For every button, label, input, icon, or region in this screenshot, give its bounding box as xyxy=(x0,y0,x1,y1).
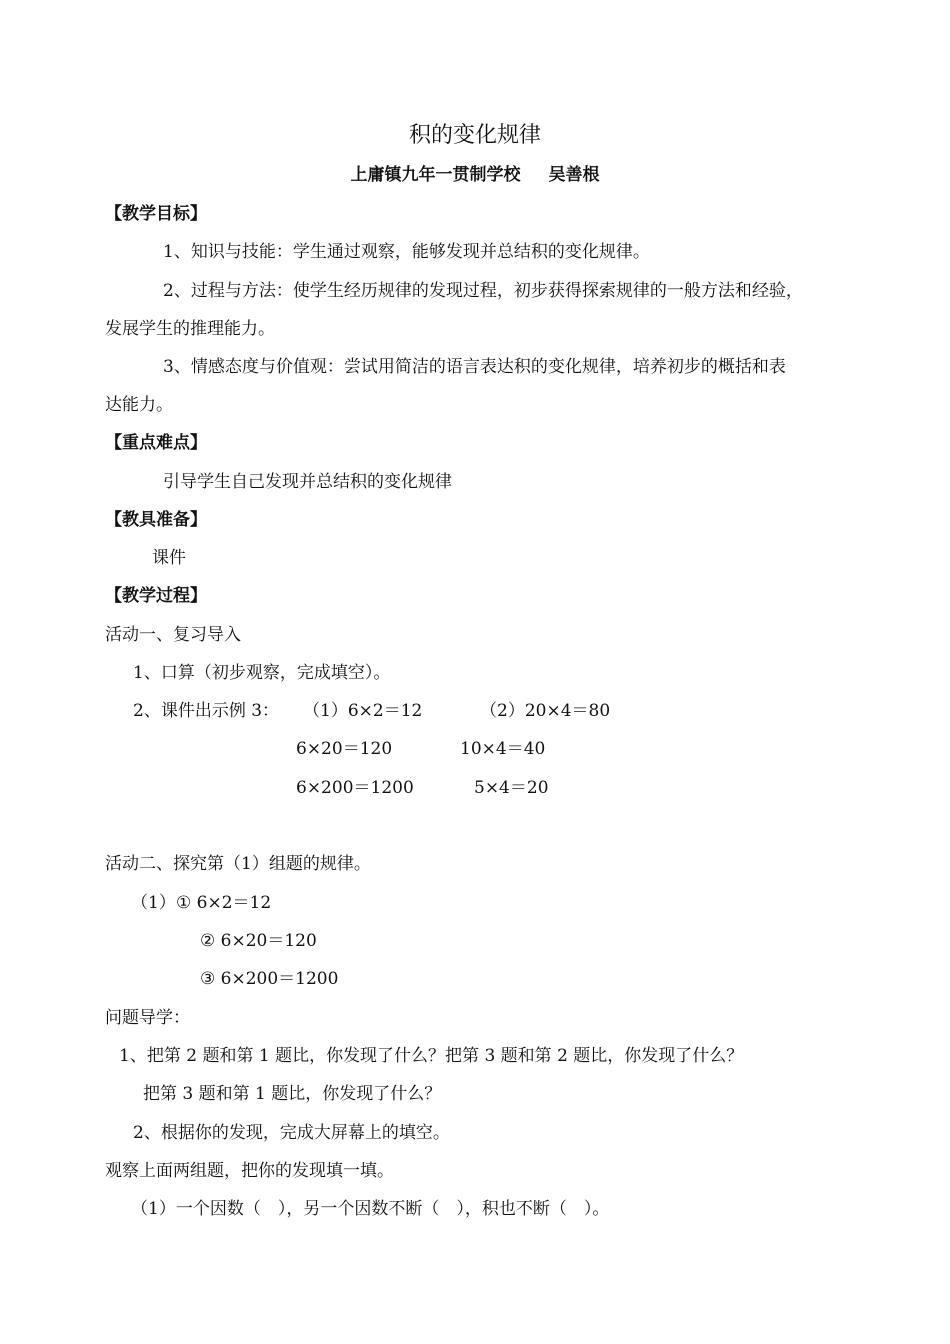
activity2-equation-2: ② 6×20＝120 xyxy=(200,931,317,951)
process-heading: 【教学过程】 xyxy=(105,586,207,606)
author-name: 吴善根 xyxy=(548,165,600,185)
group2-equation-2: 10×4＝40 xyxy=(460,739,546,759)
activity1-step2: 2、课件出示例 3： xyxy=(133,701,280,721)
activity2-equation-3: ③ 6×200＝1200 xyxy=(200,969,339,989)
key-points-text: 引导学生自己发现并总结积的变化规律 xyxy=(163,472,452,492)
group2-equation-1: （2）20×4＝80 xyxy=(480,701,611,721)
objective-3-line1: 3、情感态度与价值观：尝试用简洁的语言表达积的变化规律，培养初步的概括和表 xyxy=(163,357,786,377)
objectives-heading: 【教学目标】 xyxy=(105,204,207,224)
group1-equation-1: （1）6×2＝12 xyxy=(303,701,423,721)
group2-equation-3: 5×4＝20 xyxy=(474,778,549,798)
activity1-step1: 1、口算（初步观察，完成填空）。 xyxy=(133,663,391,683)
activity2-equation-1: ① 6×2＝12 xyxy=(176,893,272,913)
objective-3-line2: 达能力。 xyxy=(105,395,173,415)
key-points-heading: 【重点难点】 xyxy=(105,433,207,453)
author-line xyxy=(0,164,950,186)
page-title: 积的变化规律 xyxy=(408,123,541,148)
objective-2-line1: 2、过程与方法：使学生经历规律的发现过程，初步获得探索规律的一般方法和经验， xyxy=(163,281,803,301)
question-2: 2、根据你的发现，完成大屏幕上的填空。 xyxy=(133,1123,450,1143)
question-1-line2: 把第 3 题和第 1 题比，你发现了什么？ xyxy=(143,1084,442,1104)
school-name: 上庸镇九年一贯制学校 xyxy=(350,165,521,185)
activity1-title: 活动一、复习导入 xyxy=(105,625,241,645)
group1-equation-3: 6×200＝1200 xyxy=(296,778,414,798)
fill-in-1: （1）一个因数（ ），另一个因数不断（ ），积也不断（ ）。 xyxy=(131,1199,610,1219)
question-1-line1: 1、把第 2 题和第 1 题比，你发现了什么？把第 3 题和第 2 题比，你发现了什么？ xyxy=(119,1046,744,1066)
objective-2-line2: 发展学生的推理能力。 xyxy=(105,319,275,339)
group1-equation-2: 6×20＝120 xyxy=(296,739,393,759)
objective-1: 1、知识与技能：学生通过观察，能够发现并总结积的变化规律。 xyxy=(163,242,650,262)
guide-title: 问题导学： xyxy=(105,1008,190,1028)
materials-text: 课件 xyxy=(152,548,186,568)
observe-instruction: 观察上面两组题，把你的发现填一填。 xyxy=(105,1161,394,1181)
materials-heading: 【教具准备】 xyxy=(105,510,207,530)
activity2-label: （1） xyxy=(131,893,176,913)
activity2-title: 活动二、探究第（1）组题的规律。 xyxy=(105,854,371,874)
